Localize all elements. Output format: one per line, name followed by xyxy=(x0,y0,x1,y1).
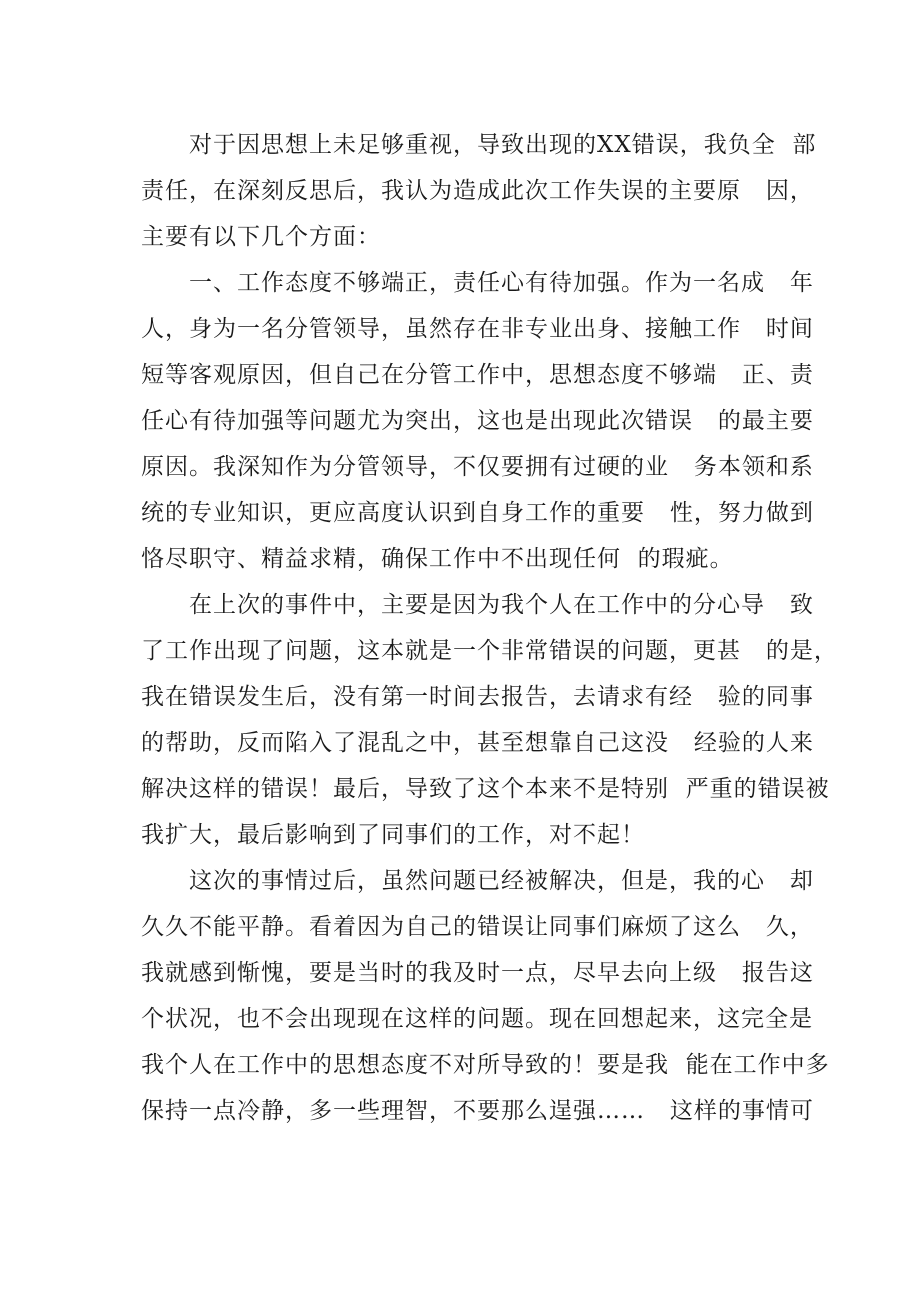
paragraph-line: 原因。我深知作为分管领导，不仅要拥有过硬的业 务本领和系 xyxy=(141,454,814,480)
paragraph-line: 统的专业知识，更应高度认识到自身工作的重要 性，努力做到 xyxy=(141,500,814,526)
paragraph-line: 我个人在工作中的思想态度不对所导致的！要是我 能在工作中多 xyxy=(141,1052,830,1078)
paragraph-line: 恪尽职守、精益求精，确保工作中不出现任何 的瑕疵。 xyxy=(141,546,734,572)
paragraph-line: 我在错误发生后，没有第一时间去报告，去请求有经 验的同事 xyxy=(141,684,814,710)
paragraph-line: 了工作出现了问题，这本就是一个非常错误的问题，更甚 的是， xyxy=(141,638,838,664)
paragraph-line: 个状况，也不会出现现在这样的问题。现在回想起来，这完全是 xyxy=(141,1006,813,1032)
paragraph-line: 这次的事情过后，虽然问题已经被解决，但是，我的心 却 xyxy=(189,868,814,894)
paragraph-line: 我就感到惭愧，要是当时的我及时一点，尽早去向上级 报告这 xyxy=(141,960,814,986)
paragraph-line: 短等客观原因，但自己在分管工作中，思想态度不够端 正、责 xyxy=(141,362,814,388)
paragraph-line: 责任，在深刻反思后，我认为造成此次工作失误的主要原 因， xyxy=(141,178,814,204)
paragraph-line: 我扩大，最后影响到了同事们的工作，对不起！ xyxy=(141,822,645,848)
paragraph-line: 解决这样的错误！最后，导致了这个本来不是特别 严重的错误被 xyxy=(141,776,830,802)
document-body xyxy=(141,122,838,1134)
paragraph-line: 一、工作态度不够端正，责任心有待加强。作为一名成 年 xyxy=(189,270,814,296)
paragraph-line: 久久不能平静。看着因为自己的错误让同事们麻烦了这么 久， xyxy=(141,914,814,940)
paragraph-line: 人，身为一名分管领导，虽然存在非专业出身、接触工作 时间 xyxy=(141,316,814,342)
paragraph-line: 在上次的事件中，主要是因为我个人在工作中的分心导 致 xyxy=(189,592,814,618)
paragraph-line: 主要有以下几个方面： xyxy=(141,224,381,250)
paragraph-line: 的帮助，反而陷入了混乱之中，甚至想靠自己这没 经验的人来 xyxy=(141,730,814,756)
paragraph-line: 保持一点冷静，多一些理智，不要那么逞强…… 这样的事情可 xyxy=(141,1098,814,1124)
paragraph-line: 任心有待加强等问题尤为突出，这也是出现此次错误 的最主要 xyxy=(141,408,814,434)
paragraph-line: 对于因思想上未足够重视，导致出现的XX错误，我负全 部 xyxy=(189,132,817,158)
